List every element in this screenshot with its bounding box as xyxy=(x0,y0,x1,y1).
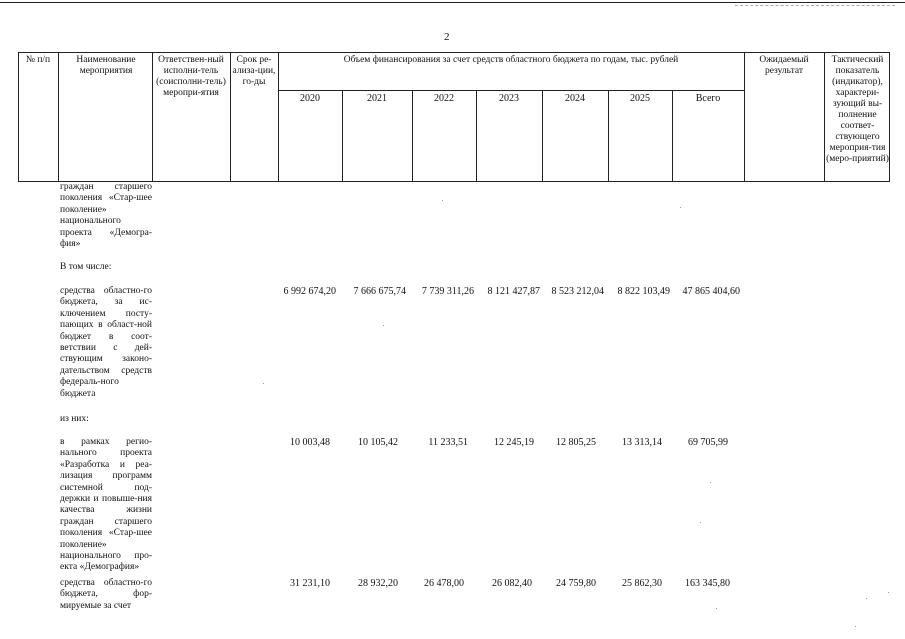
col-border xyxy=(152,52,153,182)
year-2021: 2021 xyxy=(367,93,387,104)
row-text: средства областно-го бюджета, за ис-ключением посту-пающих в област-ной бюджет в соот-ветствии с дей-ствующим законо-дательством средств федераль-ного бюджета xyxy=(60,286,152,399)
value-cell: 12 805,25 xyxy=(556,437,596,448)
value-cell: 7 666 675,74 xyxy=(353,286,406,297)
scan-speck xyxy=(700,522,701,523)
scan-speck xyxy=(442,200,443,201)
col-result-header: Ожидаемый результат xyxy=(759,55,809,76)
year-2023: 2023 xyxy=(499,93,519,104)
scan-speck xyxy=(710,482,711,483)
col-executor-header: Ответствен-ный исполни-тель (соисполни-тель) меропри-ятия xyxy=(156,55,226,98)
value-cell-total: 47 865 404,60 xyxy=(682,286,740,297)
value-cell-total: 163 345,80 xyxy=(685,578,730,589)
row-label-of-them: из них: xyxy=(60,414,89,424)
scan-speck xyxy=(866,598,867,599)
value-cell: 7 739 311,26 xyxy=(421,286,474,297)
col-indicator-header: Тактический показатель (индикатор), характери-зующий вы-полнение соответ-ствующего мероприя-тия (меро-приятий) xyxy=(826,55,889,164)
value-cell: 26 478,00 xyxy=(424,578,464,589)
col-num-header: № п/п xyxy=(25,55,51,65)
value-cell: 25 862,30 xyxy=(622,578,662,589)
row-text: граждан старшего поколения «Стар-шее поколение» национального проекта «Демогра-фия» xyxy=(60,182,152,250)
row-text: в рамках регио-нального проекта «Разработка и реа-лизация программ системной под-держки и повыше-ния качества жизни граждан старшего поколения «Стар-шее поколение» национального про-екта «Демография» xyxy=(60,437,152,573)
col-border xyxy=(824,52,825,182)
scan-speck xyxy=(680,207,681,208)
col-border xyxy=(58,52,59,182)
top-dashed-line xyxy=(735,5,895,6)
value-cell: 11 233,51 xyxy=(428,437,468,448)
value-cell: 6 992 674,20 xyxy=(283,286,336,297)
year-2022: 2022 xyxy=(434,93,454,104)
value-cell: 26 082,40 xyxy=(492,578,532,589)
header-top-border xyxy=(18,52,890,53)
scan-speck xyxy=(888,592,889,593)
col-border xyxy=(889,52,890,182)
value-cell-total: 69 705,99 xyxy=(688,437,728,448)
value-cell: 12 245,19 xyxy=(494,437,534,448)
table-header xyxy=(18,52,890,182)
col-funding-header: Объем финансирования за счет средств областного бюджета по годам, тыс. рублей xyxy=(343,55,679,65)
value-cell: 10 003,48 xyxy=(290,437,330,448)
year-total: Всего xyxy=(695,93,721,104)
year-2024: 2024 xyxy=(565,93,585,104)
top-border-line xyxy=(0,2,905,3)
col-border xyxy=(744,52,745,182)
page-number: 2 xyxy=(444,31,450,43)
value-cell: 24 759,80 xyxy=(556,578,596,589)
col-term-header: Срок ре-ализа-ции, го-ды xyxy=(232,55,276,87)
scan-speck xyxy=(263,383,264,384)
col-name-header: Наименование мероприятия xyxy=(76,55,136,76)
value-cell: 8 121 427,87 xyxy=(487,286,540,297)
scan-speck xyxy=(383,325,384,326)
years-divider xyxy=(278,90,744,91)
scan-speck xyxy=(855,626,856,627)
row-label-including: В том числе: xyxy=(60,262,112,272)
value-cell: 13 313,14 xyxy=(622,437,662,448)
value-cell: 31 231,10 xyxy=(290,578,330,589)
value-cell: 8 822 103,49 xyxy=(617,286,670,297)
year-2025: 2025 xyxy=(630,93,650,104)
col-border xyxy=(278,52,279,182)
value-cell: 10 105,42 xyxy=(358,437,398,448)
col-border xyxy=(18,52,19,182)
value-cell: 28 932,20 xyxy=(358,578,398,589)
scan-speck xyxy=(716,608,717,609)
value-cell: 8 523 212,04 xyxy=(551,286,604,297)
year-2020: 2020 xyxy=(300,93,320,104)
row-text: средства областно-го бюджета, фор-мируемые за счет xyxy=(60,578,152,611)
